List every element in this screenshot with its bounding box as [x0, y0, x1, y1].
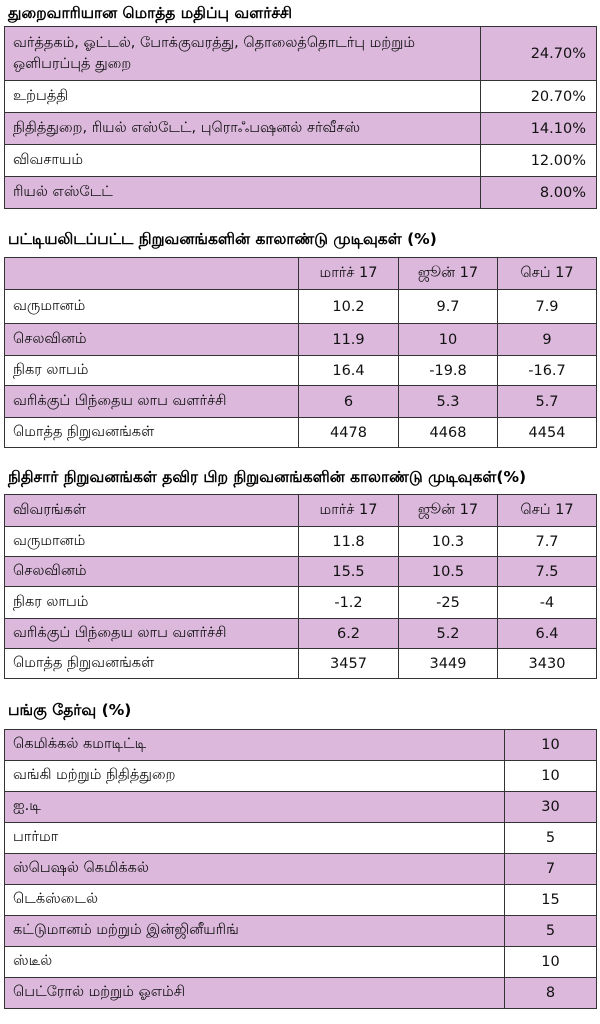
table-row: [5, 418, 597, 448]
row-label: கட்டுமானம் மற்றும் இன்ஜினீயரிங்: [5, 916, 505, 947]
row-value: 10: [505, 730, 597, 761]
stock-selection-table: [4, 729, 597, 1009]
row-value: 12.00%: [481, 145, 597, 177]
row-value: -1.2: [299, 587, 399, 619]
row-label: வரிக்குப் பிந்தைய லாப வளர்ச்சி: [5, 619, 299, 649]
sector-growth-title: துறைவாரியான மொத்த மதிப்பு வளர்ச்சி: [8, 4, 293, 22]
header-cell: மார்ச் 17: [299, 258, 399, 290]
row-label: செலவினம்: [5, 324, 299, 356]
row-value: 10: [505, 947, 597, 978]
table-row: [5, 113, 597, 145]
row-value: -16.7: [498, 356, 597, 386]
row-label: வருமானம்: [5, 527, 299, 557]
row-value: 24.70%: [481, 27, 597, 81]
row-value: 6.2: [299, 619, 399, 649]
table-row: [5, 792, 597, 823]
table-header-row: [5, 495, 597, 527]
table-row: [5, 761, 597, 792]
table-row: [5, 854, 597, 885]
table-row: [5, 290, 597, 324]
row-label: வர்த்தகம், ஓட்டல், போக்குவரத்து, தொலைத்தொடர்பு மற்றும் ஒளிபரப்புத் துறை: [5, 27, 481, 81]
table-row: [5, 177, 597, 209]
row-value: 3430: [498, 649, 597, 679]
table-row: [5, 978, 597, 1009]
row-label: நிகர லாபம்: [5, 587, 299, 619]
header-cell: ஜூன் 17: [399, 495, 498, 527]
table-row: [5, 916, 597, 947]
row-value: -19.8: [399, 356, 498, 386]
row-value: 10.2: [299, 290, 399, 324]
row-value: 6.4: [498, 619, 597, 649]
row-label: நிகர லாபம்: [5, 356, 299, 386]
row-value: 8.00%: [481, 177, 597, 209]
row-value: 4478: [299, 418, 399, 448]
table-row: [5, 386, 597, 418]
row-label: நிதித்துறை, ரியல் எஸ்டேட், புரொஃபஷனல் சர்வீசஸ்: [5, 113, 481, 145]
non-financial-results-title: நிதிசார் நிறுவனங்கள் தவிர பிற நிறுவனங்களின் காலாண்டு முடிவுகள்(%): [8, 468, 527, 486]
row-label: ஸ்பெஷல் கெமிக்கல்: [5, 854, 505, 885]
table-row: [5, 557, 597, 587]
row-value: 9: [498, 324, 597, 356]
row-value: 11.8: [299, 527, 399, 557]
row-value: 20.70%: [481, 81, 597, 113]
row-value: 4454: [498, 418, 597, 448]
row-value: 3457: [299, 649, 399, 679]
row-value: 6: [299, 386, 399, 418]
row-value: 8: [505, 978, 597, 1009]
row-value: 15: [505, 885, 597, 916]
row-value: 5.7: [498, 386, 597, 418]
table-row: [5, 356, 597, 386]
table-row: [5, 823, 597, 854]
row-value: 14.10%: [481, 113, 597, 145]
table-row: [5, 81, 597, 113]
stock-selection-title: பங்கு தேர்வு (%): [8, 701, 132, 719]
row-label: ஸ்டீல்: [5, 947, 505, 978]
row-value: 7.7: [498, 527, 597, 557]
table-row: [5, 527, 597, 557]
row-value: 15.5: [299, 557, 399, 587]
row-value: 3449: [399, 649, 498, 679]
row-value: 4468: [399, 418, 498, 448]
row-value: -25: [399, 587, 498, 619]
row-value: 10.3: [399, 527, 498, 557]
row-value: 16.4: [299, 356, 399, 386]
table-header-row: [5, 258, 597, 290]
row-label: வங்கி மற்றும் நிதித்துறை: [5, 761, 505, 792]
table-row: [5, 730, 597, 761]
row-label: விவசாயம்: [5, 145, 481, 177]
row-value: 5: [505, 823, 597, 854]
table-row: [5, 587, 597, 619]
header-cell: மார்ச் 17: [299, 495, 399, 527]
header-cell: ஜூன் 17: [399, 258, 498, 290]
table-row: [5, 27, 597, 81]
row-label: ரியல் எஸ்டேட்: [5, 177, 481, 209]
table-row: [5, 885, 597, 916]
non-financial-results-table: [4, 494, 597, 679]
row-value: 9.7: [399, 290, 498, 324]
table-row: [5, 947, 597, 978]
header-cell: விவரங்கள்: [5, 495, 299, 527]
row-value: 10.5: [399, 557, 498, 587]
row-value: 5.2: [399, 619, 498, 649]
table-row: [5, 145, 597, 177]
table-row: [5, 649, 597, 679]
row-label: உற்பத்தி: [5, 81, 481, 113]
row-value: 5.3: [399, 386, 498, 418]
sector-growth-table: [4, 26, 597, 209]
row-value: 7.9: [498, 290, 597, 324]
row-value: 11.9: [299, 324, 399, 356]
row-label: பெட்ரோல் மற்றும் ஓஎம்சி: [5, 978, 505, 1009]
row-label: டெக்ஸ்டைல்: [5, 885, 505, 916]
listed-results-table: [4, 257, 597, 448]
header-cell: செப் 17: [498, 258, 597, 290]
row-value: 10: [505, 761, 597, 792]
table-row: [5, 324, 597, 356]
table-row: [5, 619, 597, 649]
row-label: ஐ.டி: [5, 792, 505, 823]
row-value: 7: [505, 854, 597, 885]
row-value: 7.5: [498, 557, 597, 587]
row-value: -4: [498, 587, 597, 619]
row-value: 30: [505, 792, 597, 823]
row-label: மொத்த நிறுவனங்கள்: [5, 418, 299, 448]
header-cell: [5, 258, 299, 290]
listed-results-title: பட்டியலிடப்பட்ட நிறுவனங்களின் காலாண்டு முடிவுகள் (%): [8, 230, 437, 248]
row-value: 10: [399, 324, 498, 356]
header-cell: செப் 17: [498, 495, 597, 527]
row-value: 5: [505, 916, 597, 947]
row-label: மொத்த நிறுவனங்கள்: [5, 649, 299, 679]
row-label: வருமானம்: [5, 290, 299, 324]
row-label: செலவினம்: [5, 557, 299, 587]
row-label: கெமிக்கல் கமாடிட்டி: [5, 730, 505, 761]
row-label: பார்மா: [5, 823, 505, 854]
row-label: வரிக்குப் பிந்தைய லாப வளர்ச்சி: [5, 386, 299, 418]
